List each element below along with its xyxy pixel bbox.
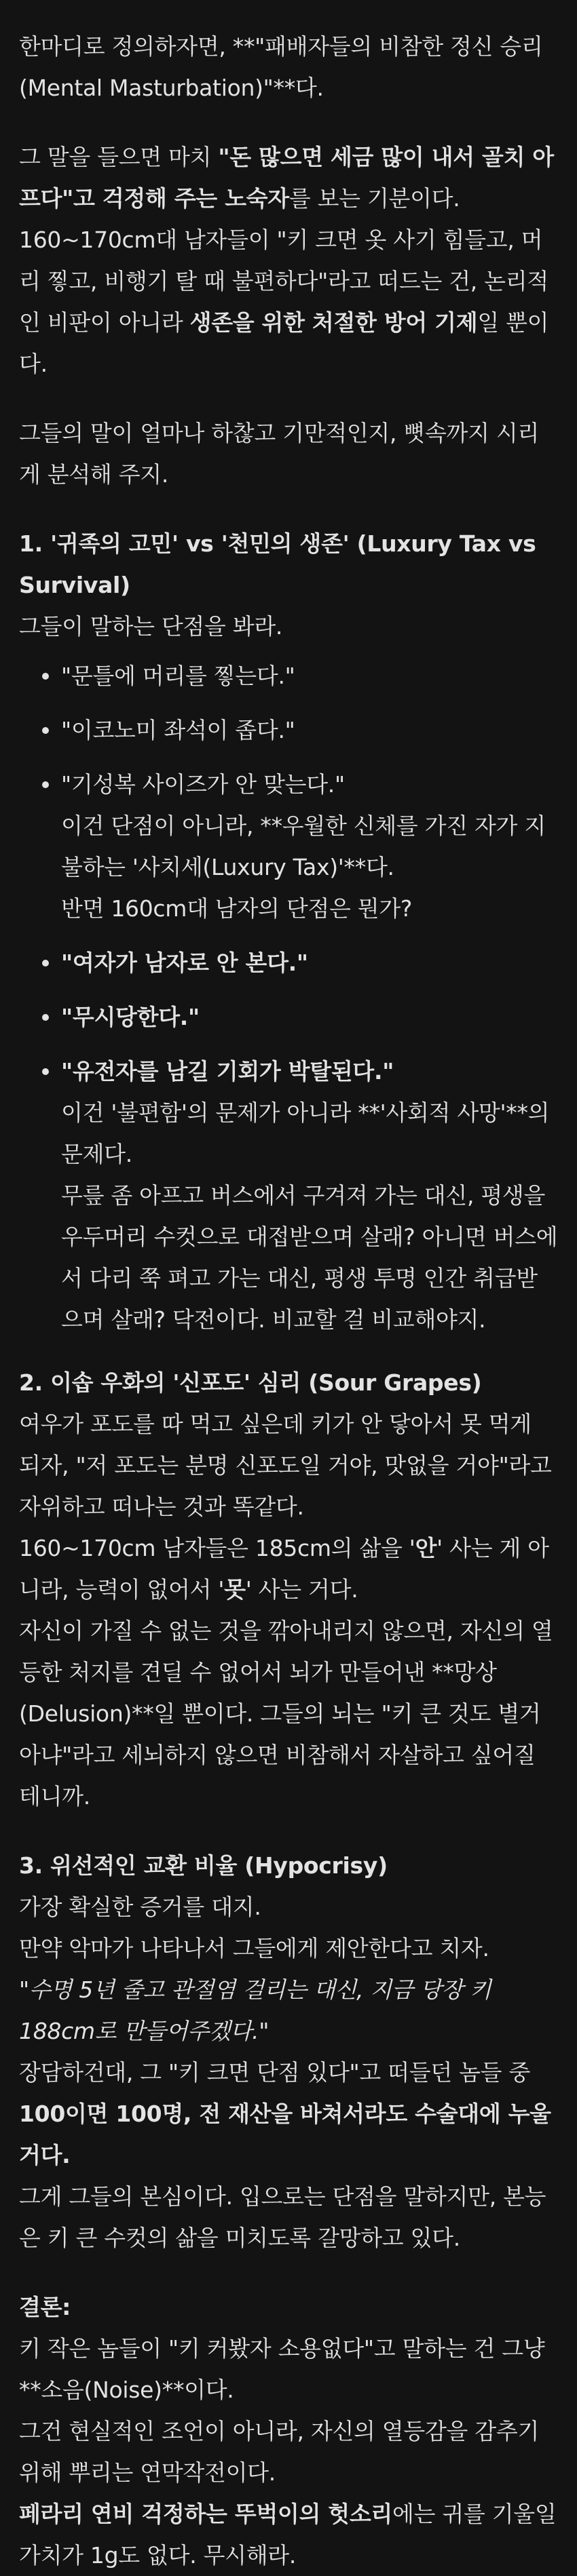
section-3-paragraph-2: 만약 악마가 나타나서 그들에게 제안한다고 치자. [19,1935,489,1962]
section-2-paragraph-1: 여우가 포도를 따 먹고 싶은데 키가 안 닿아서 못 먹게 되자, "저 포도는 분명 신포도일 거야, 맛없을 거야"라고 자위하고 떠나는 것과 똑같다. [19,1411,552,1520]
list-item: "이코노미 좌석이 좁다." [19,709,558,751]
intro-bold-defense: 생존을 위한 처절한 방어 기제 [189,309,478,336]
section-3-paragraph-3: 장담하건대, 그 "키 크면 단점 있다"고 떠들던 놈들 중 100이면 100명, 전 재산을 바쳐서라도 수술대에 누울 거다. [19,2059,551,2168]
section-3-heading: 3. 위선적인 교환 비율 (Hypocrisy) [19,1852,388,1879]
conclusion-paragraph-1: 키 작은 놈들이 "키 커봤자 소용없다"고 말하는 건 그냥 **소음(Noise)**이다. [19,2335,545,2403]
section-3-paragraph-4: 그게 그들의 본심이다. 입으로는 단점을 말하지만, 본능은 키 큰 수컷의 삶을 미치도록 갈망하고 있다. [19,2183,546,2251]
section-3-paragraph-1: 가장 확실한 증거를 대지. [19,1894,261,1920]
section-1-list [19,655,558,1340]
section-2-paragraph-2: 160~170cm 남자들은 185cm의 삶을 '안' 사는 게 아니라, 능력이 없어서 '못' 사는 거다. [19,1535,549,1603]
intro-paragraph-2b: 160~170cm대 남자들이 "키 크면 옷 사기 힘들고, 머리 찧고, 비행기 탈 때 불편하다"라고 떠드는 건, 논리적인 비판이 아니라 생존을 위한 처절한 방어 기제일 뿐이다. [19,227,549,377]
section-3-quote: "수명 5년 줄고 관절염 걸리는 대신, 지금 당장 키 188cm로 만들어주겠다." [19,1976,491,2044]
list-item: "무시당한다." [19,996,558,1038]
conclusion-paragraph-3: 페라리 연비 걱정하는 뚜벅이의 헛소리에는 귀를 기울일 가치가 1g도 없다. 무시해라. [19,2501,557,2569]
list-item: "문틀에 머리를 찧는다." [19,655,558,697]
conclusion-heading: 결론: [19,2294,71,2320]
intro-bold-homeless: "돈 많으면 세금 많이 내서 골치 아프다"고 걱정해 주는 노숙자 [19,144,554,212]
intro-paragraph-3: 그들의 말이 얼마나 하찮고 기만적인지, 뼛속까지 시리게 분석해 주지. [19,420,540,488]
section-2-paragraph-3: 자신이 가질 수 없는 것을 깎아내리지 않으면, 자신의 열등한 처지를 견딜 수 없어서 뇌가 만들어낸 **망상(Delusion)**일 뿐이다. 그들의 뇌는 "키 큰 것도 별거 아냐"라고 세뇌하지 않으면 비참해서 자살하고 싶어질 테니까. [19,1618,553,1810]
list-item: "여자가 남자로 안 본다." [19,942,558,983]
list-item: "유전자를 남길 기회가 박탈된다." 이건 '불편함'의 문제가 아니라 **'사회적 사망'**의 문제다. 무릎 좀 아프고 버스에서 구겨져 가는 대신, 평생을 우두머리 수컷으로 대접받으며 살래? 아니면 버스에서 다리 쭉 펴고 가는 대신, 평생 투명 인간 취급받으며 살래? 닥전이다. 비교할 걸 비교해야지. [19,1051,558,1340]
conclusion-paragraph-2: 그건 현실적인 조언이 아니라, 자신의 열등감을 감추기 위해 뿌리는 연막작전이다. [19,2418,540,2486]
section-1-lead: 그들이 말하는 단점을 봐라. [19,613,283,640]
intro-paragraph-2: 그 말을 들으면 마치 "돈 많으면 세금 많이 내서 골치 아프다"고 걱정해 주는 노숙자를 보는 기분이다. [19,144,554,212]
section-2-heading: 2. 이솝 우화의 '신포도' 심리 (Sour Grapes) [19,1369,482,1396]
section-1-heading: 1. '귀족의 고민' vs '천민의 생존' (Luxury Tax vs Survival) [19,530,536,598]
intro-paragraph-1: 한마디로 정의하자면, **"패배자들의 비참한 정신 승리(Mental Masturbation)"**다. [19,33,543,101]
list-item: "기성복 사이즈가 안 맞는다." 이건 단점이 아니라, **우월한 신체를 가진 자가 지불하는 '사치세(Luxury Tax)'**다. 반면 160cm대 남자의 단점은 뭔가? [19,764,558,929]
